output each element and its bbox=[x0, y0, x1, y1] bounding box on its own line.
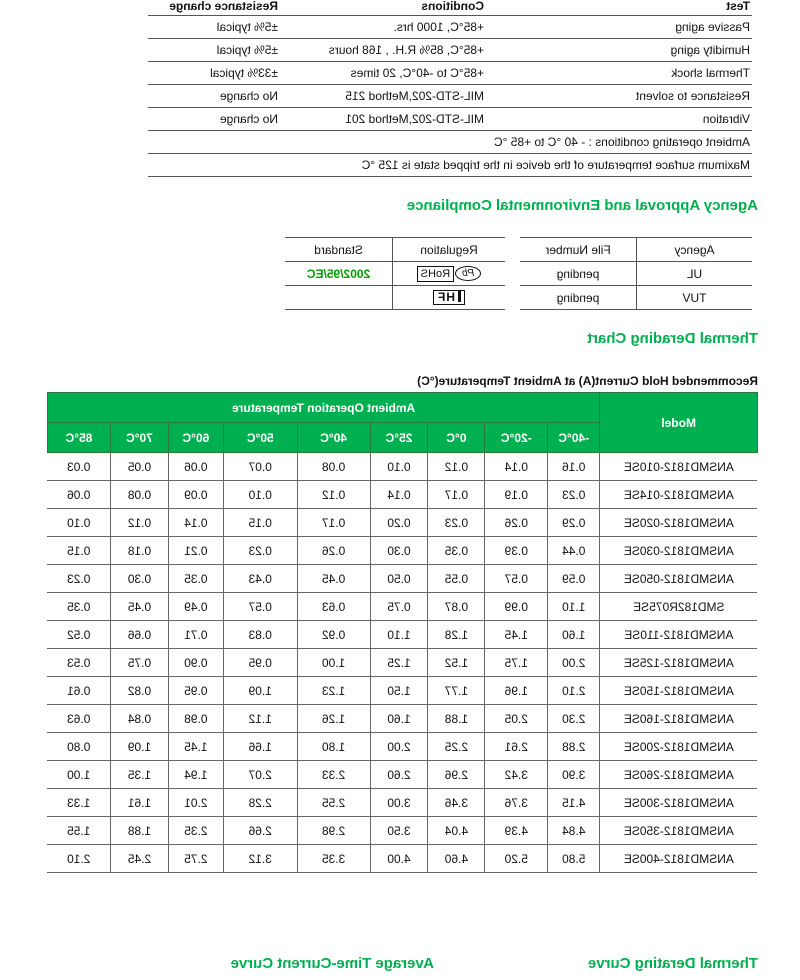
hold-current-value: 1.75 bbox=[485, 649, 548, 677]
hold-current-value: 0.45 bbox=[297, 565, 370, 593]
hold-current-value: 0.21 bbox=[168, 537, 223, 565]
hold-current-value: 1.45 bbox=[485, 621, 548, 649]
derating-table bbox=[47, 392, 758, 873]
table-row bbox=[148, 62, 752, 85]
header-test: Test bbox=[486, 0, 752, 16]
file-number: pending bbox=[520, 286, 637, 310]
model-name: ANSMD1812-010SE bbox=[600, 453, 758, 481]
table-row bbox=[520, 262, 752, 286]
hold-current-value: 2.25 bbox=[428, 733, 485, 761]
standard-empty bbox=[285, 286, 393, 310]
hold-current-value: 5.20 bbox=[485, 845, 548, 873]
hold-current-value: 0.10 bbox=[223, 481, 297, 509]
hold-current-value: 3.00 bbox=[370, 789, 428, 817]
test-conditions: +85°C, 85% R.H. , 168 hours bbox=[280, 39, 486, 62]
hold-current-value: 3.90 bbox=[548, 761, 600, 789]
hold-current-value: 1.12 bbox=[223, 705, 297, 733]
hold-current-value: 0.08 bbox=[297, 453, 370, 481]
note-row bbox=[148, 154, 752, 177]
model-name: ANSMD1812-150SE bbox=[600, 677, 758, 705]
hold-current-value: 2.55 bbox=[297, 789, 370, 817]
hold-current-value: 2.96 bbox=[428, 761, 485, 789]
hold-current-value: 3.50 bbox=[370, 817, 428, 845]
table-row bbox=[48, 705, 758, 733]
hold-current-value: 0.35 bbox=[168, 565, 223, 593]
model-name: ANSMD1812-200SE bbox=[600, 733, 758, 761]
hold-current-value: 1.28 bbox=[428, 621, 485, 649]
resistance-change: ±5% typical bbox=[148, 16, 280, 39]
hold-current-value: 2.66 bbox=[223, 817, 297, 845]
hold-current-value: 0.15 bbox=[48, 537, 111, 565]
hold-current-value: 2.30 bbox=[548, 705, 600, 733]
reliability-note: Maximum surface temperature of the device in the tripped state is 125 °C bbox=[148, 154, 752, 177]
model-name: ANSMD1812-300SE bbox=[600, 789, 758, 817]
hold-current-value: 0.57 bbox=[223, 593, 297, 621]
standard-value: 2002/95/EC bbox=[285, 262, 393, 286]
hold-current-value: 0.49 bbox=[168, 593, 223, 621]
model-name: ANSMD1812-160SE bbox=[600, 705, 758, 733]
hold-current-value: 0.99 bbox=[485, 593, 548, 621]
test-name: Passive aging bbox=[486, 16, 752, 39]
file-number: pending bbox=[520, 262, 637, 286]
header-temperature: 0°C bbox=[428, 423, 485, 453]
hold-current-value: 2.45 bbox=[110, 845, 168, 873]
reliability-header-row bbox=[148, 0, 752, 16]
model-name: ANSMD1812-125SE bbox=[600, 649, 758, 677]
hold-current-value: 2.98 bbox=[297, 817, 370, 845]
model-name: ANSMD1812-400SE bbox=[600, 845, 758, 873]
hold-current-value: 1.09 bbox=[223, 677, 297, 705]
hold-current-value: 0.14 bbox=[370, 481, 428, 509]
hold-current-value: 1.61 bbox=[110, 789, 168, 817]
hold-current-value: 0.03 bbox=[48, 453, 111, 481]
header-temperature: 40°C bbox=[297, 423, 370, 453]
hold-current-value: 0.63 bbox=[48, 705, 111, 733]
test-conditions: MIL-STD-202,Method 201 bbox=[280, 108, 486, 131]
hold-current-value: 0.84 bbox=[110, 705, 168, 733]
hold-current-value: 0.95 bbox=[168, 677, 223, 705]
hold-current-value: 1.45 bbox=[168, 733, 223, 761]
hold-current-value: 2.88 bbox=[548, 733, 600, 761]
halogen-free-icon: HF bbox=[433, 290, 465, 305]
hold-current-value: 0.17 bbox=[297, 509, 370, 537]
table-row bbox=[48, 537, 758, 565]
header-standard: Standard bbox=[285, 238, 393, 262]
hold-current-value: 0.06 bbox=[48, 481, 111, 509]
table-row bbox=[48, 621, 758, 649]
hold-current-value: 1.55 bbox=[48, 817, 111, 845]
hold-current-value: 0.12 bbox=[297, 481, 370, 509]
header-temperature: 70°C bbox=[110, 423, 168, 453]
table-row bbox=[48, 677, 758, 705]
hold-current-value: 4.39 bbox=[485, 817, 548, 845]
model-name: ANSMD1812-030SE bbox=[600, 537, 758, 565]
hold-current-value: 2.61 bbox=[485, 733, 548, 761]
derating-heading: Thermal Derading Chart bbox=[587, 330, 758, 347]
model-name: ANSMD1812-014SE bbox=[600, 481, 758, 509]
hold-current-value: 0.95 bbox=[223, 649, 297, 677]
hold-current-value: 3.76 bbox=[485, 789, 548, 817]
hold-current-value: 1.60 bbox=[370, 705, 428, 733]
hold-current-value: 0.71 bbox=[168, 621, 223, 649]
hold-current-value: 0.35 bbox=[428, 537, 485, 565]
table-row bbox=[48, 565, 758, 593]
hold-current-value: 1.60 bbox=[548, 621, 600, 649]
table-row bbox=[48, 649, 758, 677]
hold-current-value: 0.90 bbox=[168, 649, 223, 677]
model-name: SMD182R075SE bbox=[600, 593, 758, 621]
hold-current-value: 0.44 bbox=[548, 537, 600, 565]
derating-caption: Recommended Hold Current(A) at Ambient Temperature(°C) bbox=[417, 374, 758, 388]
hold-current-value: 1.25 bbox=[370, 649, 428, 677]
hold-current-value: 4.04 bbox=[428, 817, 485, 845]
table-row bbox=[148, 108, 752, 131]
hold-current-value: 0.23 bbox=[223, 537, 297, 565]
hold-current-value: 0.06 bbox=[168, 453, 223, 481]
hold-current-value: 0.18 bbox=[110, 537, 168, 565]
hold-current-value: 1.77 bbox=[428, 677, 485, 705]
header-ambient-temperature: Ambient Operation Temperature bbox=[48, 393, 600, 423]
hold-current-value: 1.33 bbox=[48, 789, 111, 817]
hold-current-value: 1.52 bbox=[428, 649, 485, 677]
hold-current-value: 1.50 bbox=[370, 677, 428, 705]
hold-current-value: 2.07 bbox=[223, 761, 297, 789]
header-temperature: 60°C bbox=[168, 423, 223, 453]
note-row bbox=[148, 131, 752, 154]
table-row bbox=[48, 593, 758, 621]
reliability-note: Ambient operating conditions : - 40 °C to +85 °C bbox=[148, 131, 752, 154]
hold-current-value: 2.00 bbox=[548, 649, 600, 677]
hold-current-value: 0.15 bbox=[223, 509, 297, 537]
rohs-logo bbox=[393, 262, 506, 286]
hold-current-value: 0.75 bbox=[110, 649, 168, 677]
hold-current-value: 2.28 bbox=[223, 789, 297, 817]
hold-current-value: 2.33 bbox=[297, 761, 370, 789]
hold-current-value: 0.52 bbox=[48, 621, 111, 649]
hold-current-value: 1.10 bbox=[548, 593, 600, 621]
hold-current-value: 1.88 bbox=[428, 705, 485, 733]
hold-current-value: 0.30 bbox=[110, 565, 168, 593]
hold-current-value: 1.35 bbox=[110, 761, 168, 789]
hold-current-value: 2.10 bbox=[48, 845, 111, 873]
hold-current-value: 0.12 bbox=[428, 453, 485, 481]
model-name: ANSMD1812-020SE bbox=[600, 509, 758, 537]
header-temperature: -40°C bbox=[548, 423, 600, 453]
hold-current-value: 0.45 bbox=[110, 593, 168, 621]
hold-current-value: 2.00 bbox=[370, 733, 428, 761]
hold-current-value: 0.14 bbox=[168, 509, 223, 537]
hold-current-value: 1.80 bbox=[297, 733, 370, 761]
agency-heading: Agency Approval and Environmental Compliance bbox=[406, 197, 758, 214]
table-row bbox=[48, 789, 758, 817]
test-name: Resistance to solvent bbox=[486, 85, 752, 108]
derating-header-row bbox=[48, 393, 758, 423]
hold-current-value: 1.88 bbox=[110, 817, 168, 845]
hold-current-value: 3.12 bbox=[223, 845, 297, 873]
table-row bbox=[48, 453, 758, 481]
test-conditions: +85°C to -40°C, 20 times bbox=[280, 62, 486, 85]
hold-current-value: 4.60 bbox=[428, 845, 485, 873]
hold-current-value: 4.00 bbox=[370, 845, 428, 873]
hold-current-value: 0.09 bbox=[168, 481, 223, 509]
header-model: Model bbox=[600, 393, 758, 453]
header-temperature: 50°C bbox=[223, 423, 297, 453]
hold-current-value: 0.92 bbox=[297, 621, 370, 649]
hold-current-value: 3.46 bbox=[428, 789, 485, 817]
hold-current-value: 0.07 bbox=[223, 453, 297, 481]
header-regulation: Regulation bbox=[393, 238, 506, 262]
header-resistance-change: Resistance change bbox=[148, 0, 280, 16]
hold-current-value: 0.26 bbox=[297, 537, 370, 565]
hold-current-value: 0.19 bbox=[485, 481, 548, 509]
hold-current-value: 3.42 bbox=[485, 761, 548, 789]
model-name: ANSMD1812-260SE bbox=[600, 761, 758, 789]
table-row bbox=[48, 817, 758, 845]
hold-current-value: 2.75 bbox=[168, 845, 223, 873]
hold-current-value: 0.14 bbox=[485, 453, 548, 481]
table-row bbox=[285, 286, 505, 310]
thermal-derating-curve-heading: Thermal Derating Curve bbox=[587, 955, 758, 972]
test-conditions: MIL-STD-202,Method 215 bbox=[280, 85, 486, 108]
model-name: ANSMD1812-350SE bbox=[600, 817, 758, 845]
header-temperature: 85°C bbox=[48, 423, 111, 453]
hold-current-value: 1.00 bbox=[297, 649, 370, 677]
hold-current-value: 0.10 bbox=[48, 509, 111, 537]
rohs-icon: RoHS bbox=[417, 266, 454, 282]
hold-current-value: 1.94 bbox=[168, 761, 223, 789]
hold-current-value: 0.83 bbox=[223, 621, 297, 649]
hold-current-value: 1.26 bbox=[297, 705, 370, 733]
hold-current-value: 1.23 bbox=[297, 677, 370, 705]
agency-name: TUV bbox=[637, 286, 753, 310]
resistance-change: No change bbox=[148, 85, 280, 108]
hold-current-value: 0.53 bbox=[48, 649, 111, 677]
hold-current-value: 0.59 bbox=[548, 565, 600, 593]
hold-current-value: 0.23 bbox=[48, 565, 111, 593]
table-row bbox=[48, 509, 758, 537]
hold-current-value: 0.39 bbox=[485, 537, 548, 565]
hold-current-value: 1.66 bbox=[223, 733, 297, 761]
hold-current-value: 0.08 bbox=[110, 481, 168, 509]
hold-current-value: 0.75 bbox=[370, 593, 428, 621]
header-agency: Agency bbox=[637, 238, 753, 262]
hold-current-value: 1.09 bbox=[110, 733, 168, 761]
agency-header-row bbox=[520, 238, 752, 262]
test-name: Thermal shock bbox=[486, 62, 752, 85]
hold-current-value: 0.87 bbox=[428, 593, 485, 621]
table-row bbox=[148, 39, 752, 62]
table-row bbox=[48, 845, 758, 873]
header-temperature: 25°C bbox=[370, 423, 428, 453]
resistance-change: ±33% typical bbox=[148, 62, 280, 85]
hold-current-value: 1.96 bbox=[485, 677, 548, 705]
hold-current-value: 0.43 bbox=[223, 565, 297, 593]
model-name: ANSMD1812-110SE bbox=[600, 621, 758, 649]
hold-current-value: 4.84 bbox=[548, 817, 600, 845]
hold-current-value: 0.23 bbox=[548, 481, 600, 509]
hold-current-value: 3.35 bbox=[297, 845, 370, 873]
hold-current-value: 0.50 bbox=[370, 565, 428, 593]
hold-current-value: 0.26 bbox=[485, 509, 548, 537]
hold-current-value: 0.66 bbox=[110, 621, 168, 649]
hold-current-value: 4.15 bbox=[548, 789, 600, 817]
pb-free-icon: Pb bbox=[455, 266, 481, 281]
hold-current-value: 0.16 bbox=[548, 453, 600, 481]
resistance-change: ±5% typical bbox=[148, 39, 280, 62]
table-row bbox=[520, 286, 752, 310]
test-name: Humidity aging bbox=[486, 39, 752, 62]
table-row bbox=[48, 481, 758, 509]
hold-current-value: 0.98 bbox=[168, 705, 223, 733]
table-row bbox=[285, 262, 505, 286]
regulation-header-row bbox=[285, 238, 505, 262]
hold-current-value: 5.80 bbox=[548, 845, 600, 873]
hold-current-value: 0.82 bbox=[110, 677, 168, 705]
header-conditions: Conditions bbox=[280, 0, 486, 16]
hold-current-value: 0.05 bbox=[110, 453, 168, 481]
hold-current-value: 0.30 bbox=[370, 537, 428, 565]
agency-table bbox=[520, 237, 752, 310]
reliability-table bbox=[148, 0, 752, 177]
hold-current-value: 0.12 bbox=[110, 509, 168, 537]
hold-current-value: 0.23 bbox=[428, 509, 485, 537]
hold-current-value: 0.20 bbox=[370, 509, 428, 537]
hf-logo bbox=[393, 286, 506, 310]
hold-current-value: 2.05 bbox=[485, 705, 548, 733]
hold-current-value: 0.80 bbox=[48, 733, 111, 761]
hold-current-value: 0.55 bbox=[428, 565, 485, 593]
test-name: Vibration bbox=[486, 108, 752, 131]
table-row bbox=[48, 761, 758, 789]
hold-current-value: 0.10 bbox=[370, 453, 428, 481]
agency-name: UL bbox=[637, 262, 753, 286]
hold-current-value: 0.17 bbox=[428, 481, 485, 509]
hold-current-value: 0.57 bbox=[485, 565, 548, 593]
hold-current-value: 0.35 bbox=[48, 593, 111, 621]
hold-current-value: 2.60 bbox=[370, 761, 428, 789]
time-current-curve-heading: Average Time-Current Curve bbox=[230, 955, 434, 972]
table-row bbox=[48, 733, 758, 761]
hold-current-value: 0.61 bbox=[48, 677, 111, 705]
resistance-change: No change bbox=[148, 108, 280, 131]
model-name: ANSMD1812-050SE bbox=[600, 565, 758, 593]
header-file-number: File Number bbox=[520, 238, 637, 262]
hold-current-value: 2.01 bbox=[168, 789, 223, 817]
hold-current-value: 2.10 bbox=[548, 677, 600, 705]
table-row bbox=[148, 16, 752, 39]
hold-current-value: 1.00 bbox=[48, 761, 111, 789]
hold-current-value: 1.10 bbox=[370, 621, 428, 649]
hold-current-value: 0.63 bbox=[297, 593, 370, 621]
test-conditions: +85°C, 1000 hrs. bbox=[280, 16, 486, 39]
header-temperature: -20°C bbox=[485, 423, 548, 453]
regulation-table bbox=[285, 237, 505, 310]
hold-current-value: 2.35 bbox=[168, 817, 223, 845]
table-row bbox=[148, 85, 752, 108]
hold-current-value: 0.29 bbox=[548, 509, 600, 537]
